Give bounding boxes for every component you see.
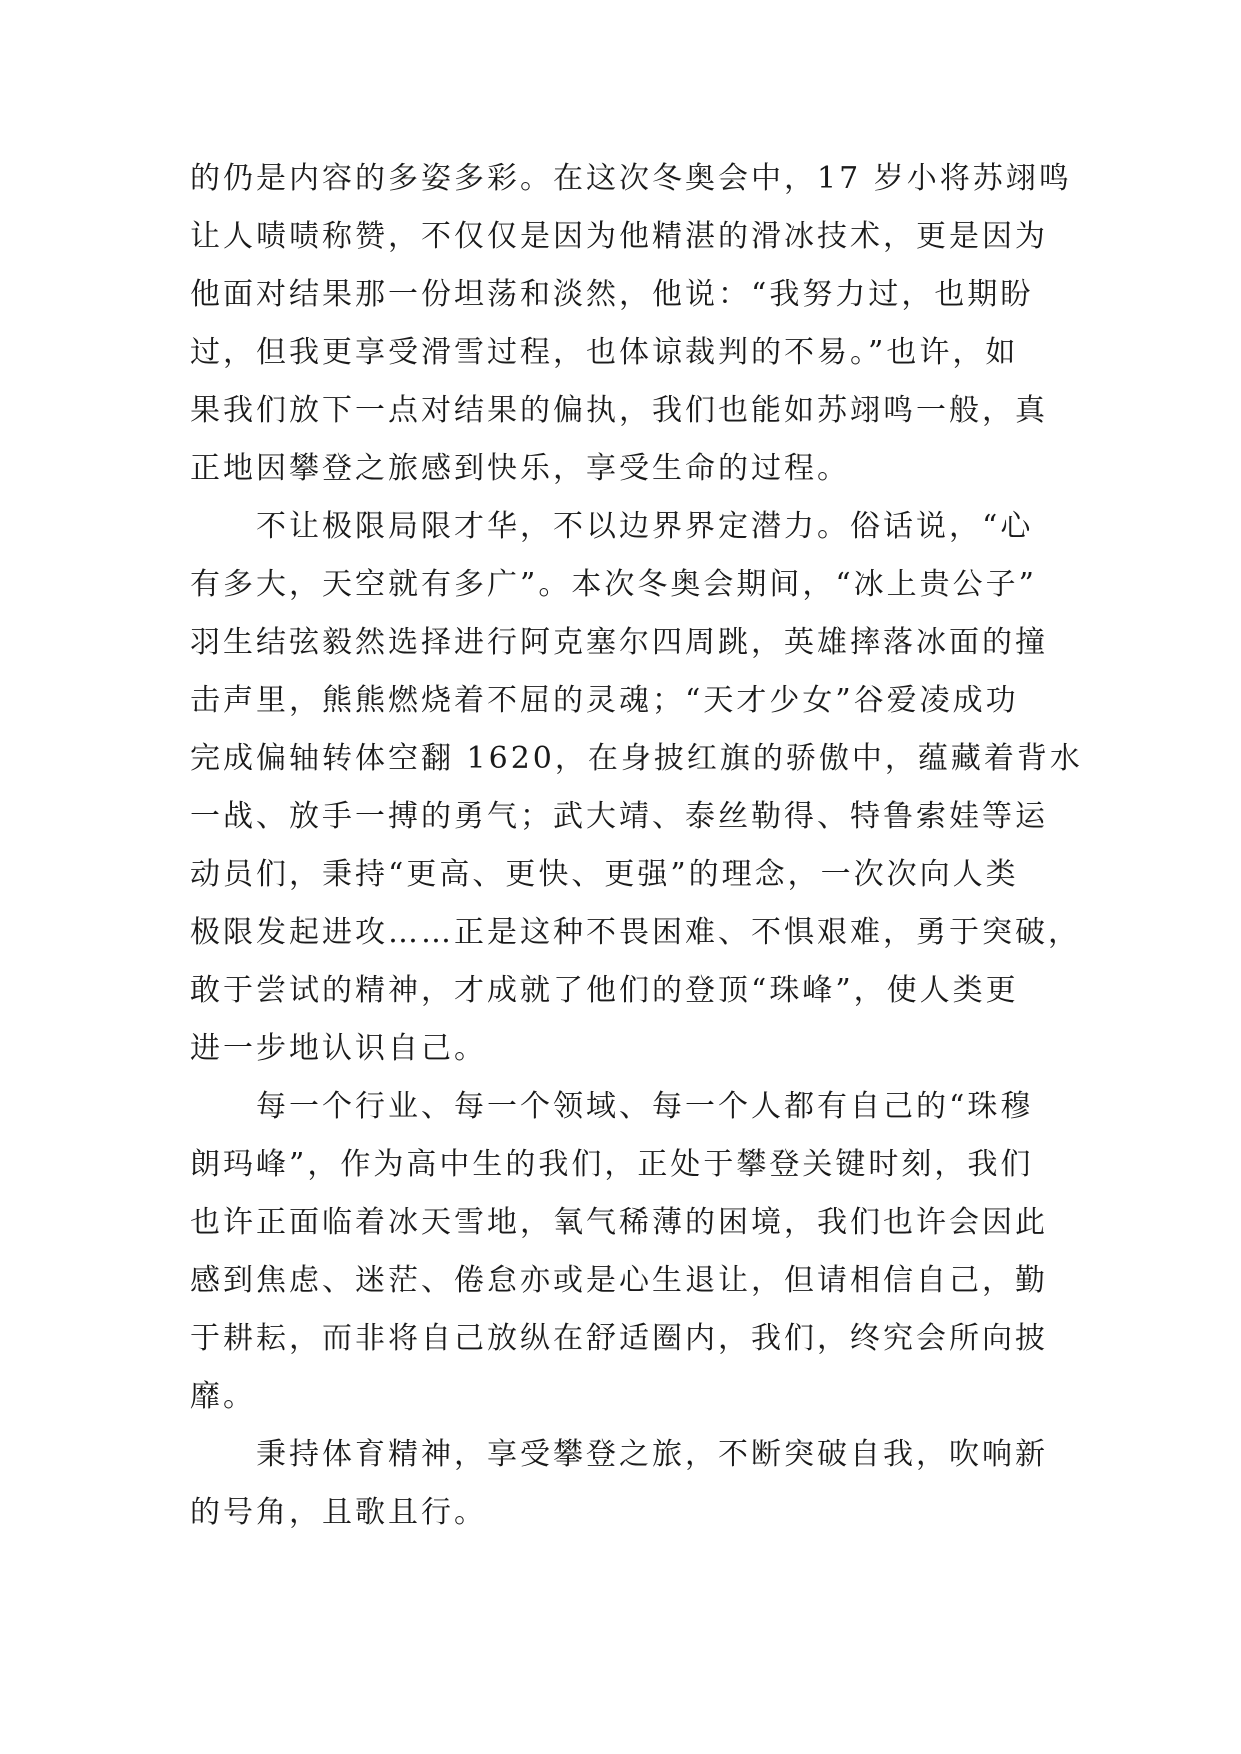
- text-line: 他面对结果那一份坦荡和淡然，他说：“我努力过，也期盼: [190, 277, 1034, 312]
- text-line: 有多大，天空就有多广”。本次冬奥会期间，“冰上贵公子”: [190, 567, 1038, 602]
- paragraph-first-line: 每一个行业、每一个领域、每一个人都有自己的“珠穆: [256, 1089, 1034, 1124]
- text-line: 完成偏轴转体空翻 1620，在身披红旗的骄傲中，蕴藏着背水: [190, 741, 1083, 776]
- text-line: 也许正面临着冰天雪地，氧气稀薄的困境，我们也许会因此: [190, 1205, 1048, 1240]
- text-line: 果我们放下一点对结果的偏执，我们也能如苏翊鸣一般，真: [190, 393, 1048, 428]
- text-line: 于耕耘，而非将自己放纵在舒适圈内，我们，终究会所向披: [190, 1321, 1048, 1356]
- paragraph-first-line: 秉持体育精神，享受攀登之旅，不断突破自我，吹响新: [256, 1437, 1048, 1472]
- text-line: 让人啧啧称赞，不仅仅是因为他精湛的滑冰技术，更是因为: [190, 219, 1048, 254]
- text-line: 过，但我更享受滑雪过程，也体谅裁判的不易。”也许，如: [190, 335, 1019, 370]
- text-line: 击声里，熊熊燃烧着不屈的灵魂；“天才少女”谷爱凌成功: [190, 683, 1019, 718]
- text-line: 一战、放手一搏的勇气；武大靖、泰丝勒得、特鲁索娃等运: [190, 799, 1048, 834]
- text-line: 羽生结弦毅然选择进行阿克塞尔四周跳，英雄摔落冰面的撞: [190, 625, 1048, 660]
- text-line: 正地因攀登之旅感到快乐，享受生命的过程。: [190, 451, 850, 486]
- text-line: 感到焦虑、迷茫、倦怠亦或是心生退让，但请相信自己，勤: [190, 1263, 1048, 1298]
- text-line: 动员们，秉持“更高、更快、更强”的理念，一次次向人类: [190, 857, 1019, 892]
- text-line: 进一步地认识自己。: [190, 1031, 487, 1066]
- text-line: 的号角，且歌且行。: [190, 1495, 487, 1530]
- text-line: 敢于尝试的精神，才成就了他们的登顶“珠峰”，使人类更: [190, 973, 1019, 1008]
- text-line: 朗玛峰”，作为高中生的我们，正处于攀登关键时刻，我们: [190, 1147, 1034, 1182]
- text-line: 靡。: [190, 1379, 256, 1414]
- text-line: 极限发起进攻……正是这种不畏困难、不惧艰难，勇于突破，: [190, 915, 1081, 950]
- paragraph-first-line: 不让极限局限才华，不以边界界定潜力。俗话说，“心: [256, 509, 1034, 544]
- text-line: 的仍是内容的多姿多彩。在这次冬奥会中，17 岁小将苏翊鸣: [190, 161, 1072, 196]
